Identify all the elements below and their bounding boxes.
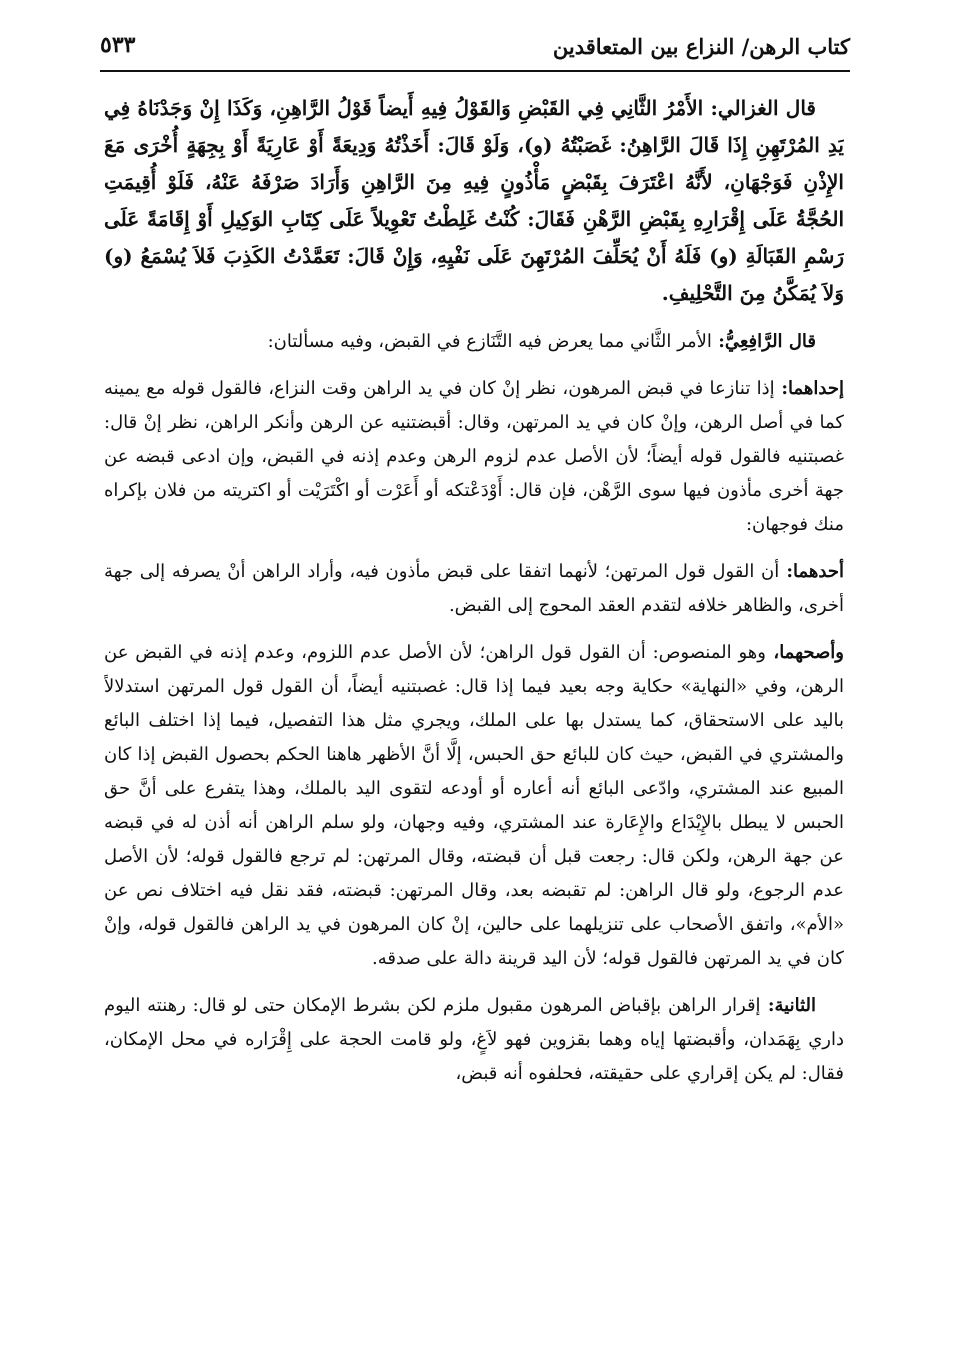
header-title: كتاب الرهن/ النزاع بين المتعاقدين xyxy=(552,34,850,59)
paragraph-lead: أحدهما: xyxy=(779,561,844,582)
paragraph-lead: الثانية: xyxy=(760,995,817,1016)
paragraph-text: وهو المنصوص: أن القول قول الراهن؛ لأن الأصل عدم اللزوم، وعدم إذنه في القبض عن الرهن، وفي «النهاية» حكاية وجه بعيد فيما إذا قال: غصبتنيه أيضاً، أن القول قول المرتهن استدلالاً باليد على الاستحقاق، كما يستدل بها على الملك، ويجري مثل هذا التفصيل، فيما إذا اختلف البائع والمشتري في القبض، حيث كان للبائع حق الحبس، إلَّا أنَّ الأظهر هاهنا الحكم بحصول القبض إذا كان المبيع عند المشتري، وادّعى البائع أنه أعاره أو أودعه لتقوى اليد بالملك، وهذا يتفرع على أنَّ حق الحبس لا يبطل بالإِيْدَاع والإِعَارة عند المشتري، وفيه وجهان، ولو سلم الراهن أنه أذن له في قبضه عن جهة الرهن، ولكن قال: رجعت قبل أن قبضته، وقال المرتهن: لم ترجع فالقول قوله؛ لأن الأصل عدم الرجوع، ولو قال الراهن: لم تقبضه بعد، وقال المرتهن: قبضته، فقد نقل فيه اختلاف نص عن «الأم»، واتفق الأصحاب على تنزيلهما على حالين، إنْ كان المرهون في يد الراهن فالقول قوله، وإنْ كان في يد المرتهن فالقول قوله؛ لأن اليد قرينة دالة على صدقه. xyxy=(104,642,844,969)
paragraph-text: أن القول قول المرتهن؛ لأنهما اتفقا على قبض مأذون فيه، وأراد الراهن أنْ يصرفه إلى جهة أخرى، والظاهر خلافه لتقدم العقد المحوج إلى القبض. xyxy=(104,561,844,616)
running-header xyxy=(100,28,850,68)
first-view-paragraph xyxy=(104,555,844,623)
ghazali-text-paragraph xyxy=(104,90,844,312)
paragraph-text: إقرار الراهن بإقباض المرهون مقبول ملزم لكن بشرط الإمكان حتى لو قال: رهنته اليوم داري بِهَمَدان، وأقبضتها إياه وهما بقزوين فهو لاَغٍ، ولو قامت الحجة على إِقْرَاره في محل الإمكان، فقال: لم يكن إقراري على حقيقته، فحلفوه أنه قبض، xyxy=(104,995,844,1084)
second-issue-paragraph xyxy=(104,989,844,1091)
sounder-view-paragraph xyxy=(104,636,844,976)
paragraph-lead: قال الغزالي: xyxy=(703,96,816,120)
paragraph-text: الأمر الثَّاني مما يعرض فيه التَّنَازع في القبض، وفيه مسألتان: xyxy=(267,331,712,352)
paragraph-lead: وأصحهما، xyxy=(765,642,844,663)
rafii-intro-paragraph xyxy=(104,325,844,359)
page-number: ٥٣٣ xyxy=(100,32,136,58)
header-rule xyxy=(100,70,850,72)
paragraph-text: إذا تنازعا في قبض المرهون، نظر إنْ كان في يد الراهن وقت النزاع، فالقول قوله مع يمينه كما في أصل الرهن، وإنْ كان في يد المرتهن، وقال: أقبضتنيه عن الرهن وأنكر الراهن، نظر إنْ قال: غصبتنيه فالقول قوله أيضاً؛ لأن الأصل عدم لزوم الرهن وعدم إذنه في القبض، وإن ادعى قبضه عن جهة أخرى مأذون فيها سوى الرَّهْن، فإن قال: أَوْدَعْتكه أو أَعَرْت أو اكْتَرَيْت أو اكتريته من فلان بإكراه منك فوجهان: xyxy=(104,378,844,535)
page-body xyxy=(104,90,844,1340)
first-issue-paragraph xyxy=(104,372,844,542)
paragraph-lead: إحداهما: xyxy=(774,378,844,399)
paragraph-lead: قال الرَّافِعِيُّ: xyxy=(711,331,816,352)
paragraph-text: الأَمْرُ الثَّانِي فِي القَبْضِ وَالقَوْلُ فِيهِ أَيضاً قَوْلُ الرَّاهِنِ، وَكَذَا إِنْ وَجَدْنَاهُ فِي يَدِ المُرْتَهِنِ إِذَا قَالَ الرَّاهِنُ: غَصَبْتُهُ (و)، وَلَوْ قَالَ: أَخَذْتُهُ وَدِيعَةً أَوْ عَارِيَةً أَوْ بِجِهَةٍ أُخْرَى مَعَ الإِذْنِ فَوَجْهَانِ، لأَنَّهُ اعْتَرَفَ بِقَبْضٍ مَأْذُونٍ فِيهِ مِنَ الرَّاهِنِ وَأَرَادَ صَرْفَهُ عَنْهُ، فَلَوْ أُقِيمَتِ الحُجَّةُ عَلَى إِقْرَارِهِ بِقَبْضِ الرَّهْنِ فَقَالَ: كُنْتُ غَلِطْتُ تَعْوِيلاً عَلَى كِتَابِ الوَكِيلِ أَوْ إِقَامَةً عَلَى رَسْمِ القَبَالَةِ (و) فَلَهُ أَنْ يُحَلِّفَ المُرْتَهِنَ عَلَى نَفْيِهِ، وَإِنْ قَالَ: تَعَمَّدْتُ الكَذِبَ فَلاَ يُسْمَعُ (و) وَلاَ يُمَكَّنُ مِنَ التَّحْلِيفِ. xyxy=(104,96,844,305)
